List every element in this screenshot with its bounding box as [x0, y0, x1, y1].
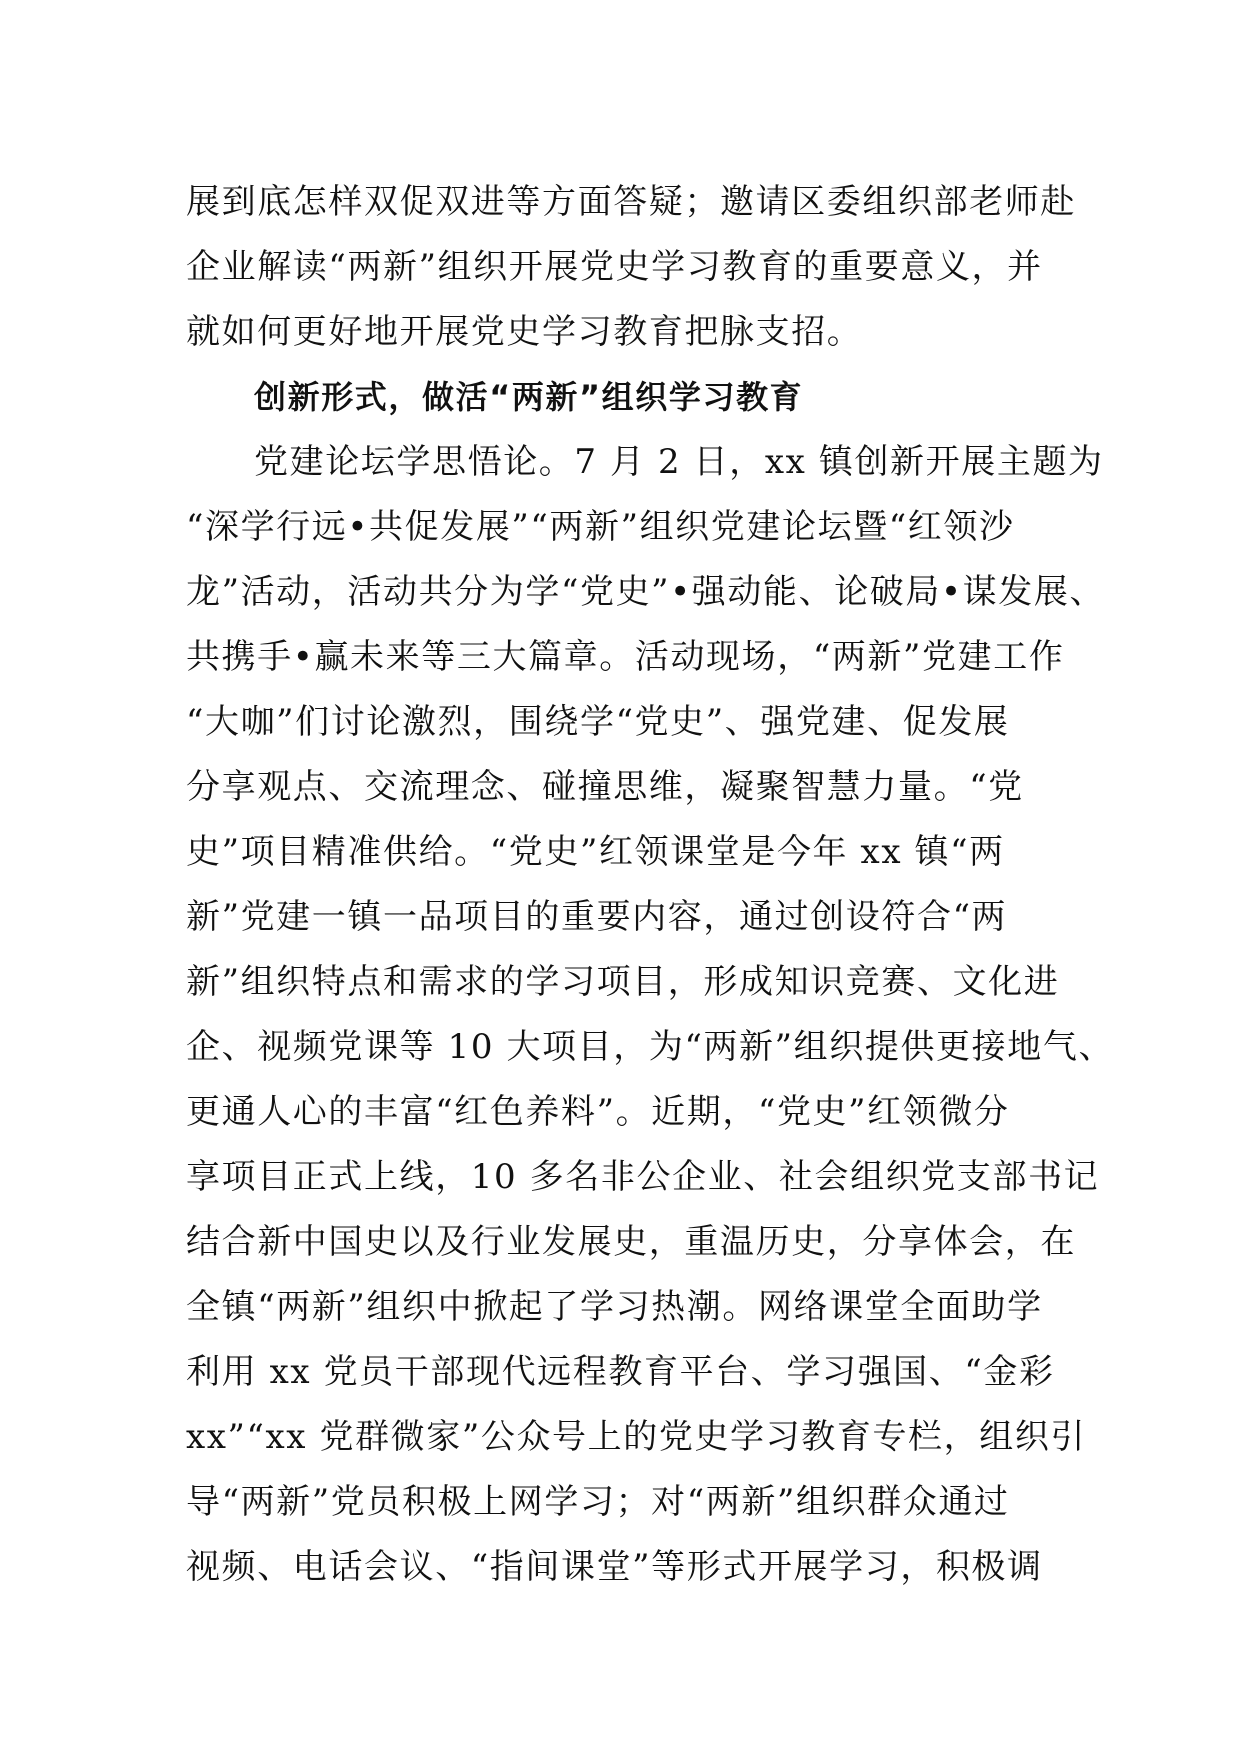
text-line: xx”“xx 党群微家”公众号上的党史学习教育专栏，组织引 [186, 1417, 1087, 1457]
text-line: 享项目正式上线，10 多名非公企业、社会组织党支部书记 [186, 1157, 1100, 1197]
text-line: 展到底怎样双促双进等方面答疑；邀请区委组织部老师赴 [186, 182, 1076, 222]
text-line: 视频、电话会议、“指间课堂”等形式开展学习，积极调 [186, 1547, 1043, 1587]
text-line: 更通人心的丰富“红色养料”。近期，“党史”红领微分 [186, 1092, 1010, 1132]
text-line: 新”组织特点和需求的学习项目，形成知识竞赛、文化进 [186, 962, 1060, 1002]
text-line: 就如何更好地开展党史学习教育把脉支招。 [186, 312, 863, 352]
text-line: 结合新中国史以及行业发展史，重温历史，分享体会，在 [186, 1222, 1076, 1262]
text-line: 党建论坛学思悟论。7 月 2 日，xx 镇创新开展主题为 [254, 442, 1104, 482]
text-line: 龙”活动，活动共分为学“党史”•强动能、论破局•谋发展、 [186, 572, 1106, 612]
text-line: “深学行远•共促发展”“两新”组织党建论坛暨“红领沙 [186, 507, 1015, 547]
text-line: 新”党建一镇一品项目的重要内容，通过创设符合“两 [186, 897, 1008, 937]
text-line: 企业解读“两新”组织开展党史学习教育的重要意义，并 [186, 247, 1043, 287]
text-line: 全镇“两新”组织中掀起了学习热潮。网络课堂全面助学 [186, 1287, 1043, 1327]
text-line: 分享观点、交流理念、碰撞思维，凝聚智慧力量。“党 [186, 767, 1024, 807]
section-heading: 创新形式，做活“两新”组织学习教育 [254, 378, 804, 416]
text-line: 史”项目精准供给。“党史”红领课堂是今年 xx 镇“两 [186, 832, 1005, 872]
text-line: “大咖”们讨论激烈，围绕学“党史”、强党建、促发展 [186, 702, 1010, 742]
document-body [186, 170, 1115, 1600]
text-line: 利用 xx 党员干部现代远程教育平台、学习强国、“金彩 [186, 1352, 1055, 1392]
text-line: 企、视频党课等 10 大项目，为“两新”组织提供更接地气、 [186, 1027, 1115, 1067]
text-line: 共携手•赢未来等三大篇章。活动现场，“两新”党建工作 [186, 637, 1065, 677]
text-line: 导“两新”党员积极上网学习；对“两新”组织群众通过 [186, 1482, 1010, 1522]
